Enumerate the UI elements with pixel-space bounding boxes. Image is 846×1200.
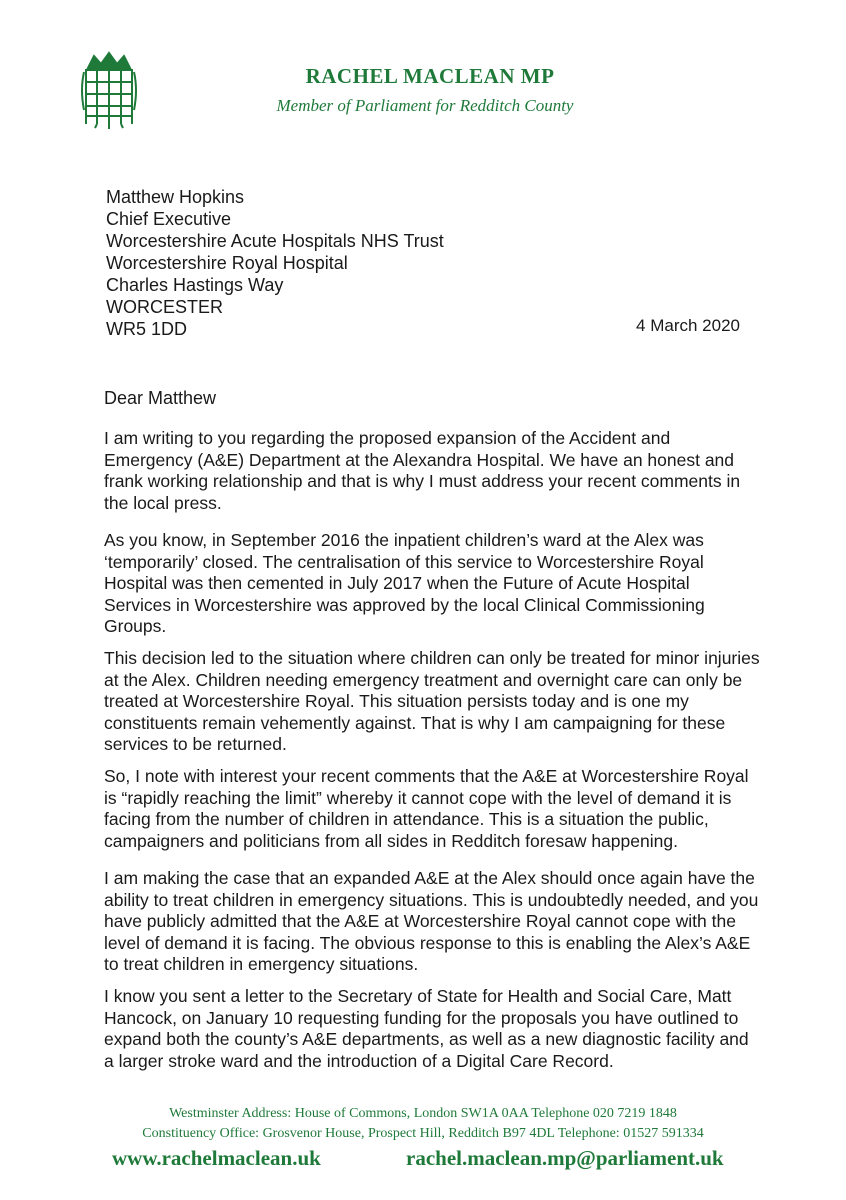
body-paragraph (104, 986, 764, 1072)
paragraph-line: I know you sent a letter to the Secretary of State for Health and Social Care, Matt (104, 986, 732, 1006)
address-line: Charles Hastings Way (106, 275, 284, 295)
paragraph-line: So, I note with interest your recent comments that the A&E at Worcestershire Royal (104, 766, 749, 786)
paragraph-line: Services in Worcestershire was approved by the local Clinical Commissioning (104, 594, 705, 615)
paragraph-line: ability to treat children in emergency situations. This is undoubtedly needed, and you (104, 889, 759, 910)
footer-westminster-address: Westminster Address: House of Commons, London SW1A 0AA Telephone 020 7219 1848 (169, 1106, 677, 1121)
body-paragraph (104, 648, 764, 756)
letterhead-name: RACHEL MACLEAN MP (305, 64, 555, 88)
paragraph-line: have publicly admitted that the A&E at Worcestershire Royal cannot cope with the (104, 911, 736, 931)
paragraph-line: frank working relationship and that is why I must address your recent comments in (104, 471, 741, 491)
letter-date: 4 March 2020 (636, 316, 740, 335)
address-line: WORCESTER (106, 297, 223, 317)
recipient-address (106, 186, 444, 340)
body-paragraph (104, 868, 764, 976)
paragraph-line: at the Alex. Children needing emergency treatment and overnight care can only be (104, 669, 743, 690)
paragraph-line: constituents remain vehemently against. That is why I am campaigning for these (104, 712, 726, 733)
paragraph-line: a larger stroke ward and the introduction of a Digital Care Record. (104, 1050, 614, 1071)
body-paragraph (104, 530, 764, 638)
body-paragraph (104, 428, 764, 514)
paragraph-line: treated at Worcestershire Royal. This situation persists today and is one my (104, 691, 689, 711)
address-line: Worcestershire Royal Hospital (106, 253, 348, 273)
paragraph-line: expand both the county’s A&E departments, as well as a new diagnostic facility and (104, 1029, 749, 1049)
paragraph-line: Hospital was then cemented in July 2017 when the Future of Acute Hospital (104, 573, 690, 593)
paragraph-line: As you know, in September 2016 the inpatient children’s ward at the Alex was (104, 530, 704, 550)
body-paragraph (104, 766, 764, 852)
salutation: Dear Matthew (104, 388, 217, 408)
paragraph-line: facing from the number of children in attendance. This is a situation the public, (104, 809, 709, 829)
email-link[interactable]: rachel.maclean.mp@parliament.uk (406, 1146, 724, 1170)
footer-constituency-address: Constituency Office: Grosvenor House, Prospect Hill, Redditch B97 4DL Telephone: 01527 591334 (142, 1126, 704, 1141)
paragraph-line: the local press. (104, 492, 222, 513)
paragraph-line: I am making the case that an expanded A&E at the Alex should once again have the (104, 868, 755, 888)
website-link[interactable]: www.rachelmaclean.uk (112, 1146, 321, 1170)
paragraph-line: Hancock, on January 10 requesting funding for the proposals you have outlined to (104, 1007, 739, 1028)
paragraph-line: services to be returned. (104, 734, 287, 754)
letterhead-subtitle: Member of Parliament for Redditch County (276, 96, 574, 115)
address-line: Matthew Hopkins (106, 187, 245, 207)
paragraph-line: Emergency (A&E) Department at the Alexandra Hospital. We have an honest and (104, 449, 735, 470)
paragraph-line: Groups. (104, 616, 167, 636)
paragraph-line: ‘temporarily’ closed. The centralisation of this service to Worcestershire Royal (104, 551, 704, 572)
paragraph-line: is “rapidly reaching the limit” whereby it cannot cope with the level of demand it is (104, 787, 732, 808)
paragraph-line: campaigners and politicians from all sides in Redditch foresaw happening. (104, 830, 678, 851)
address-line: WR5 1DD (106, 319, 188, 339)
paragraph-line: This decision led to the situation where children can only be treated for minor injuries (104, 648, 760, 668)
paragraph-line: level of demand it is facing. The obvious response to this is enabling the Alex’s A&E (104, 932, 751, 953)
paragraph-line: I am writing to you regarding the proposed expansion of the Accident and (104, 428, 671, 448)
paragraph-line: to treat children in emergency situations. (104, 954, 419, 974)
portcullis-icon (80, 50, 138, 130)
address-line: Worcestershire Acute Hospitals NHS Trust (106, 231, 444, 251)
address-line: Chief Executive (106, 209, 232, 229)
